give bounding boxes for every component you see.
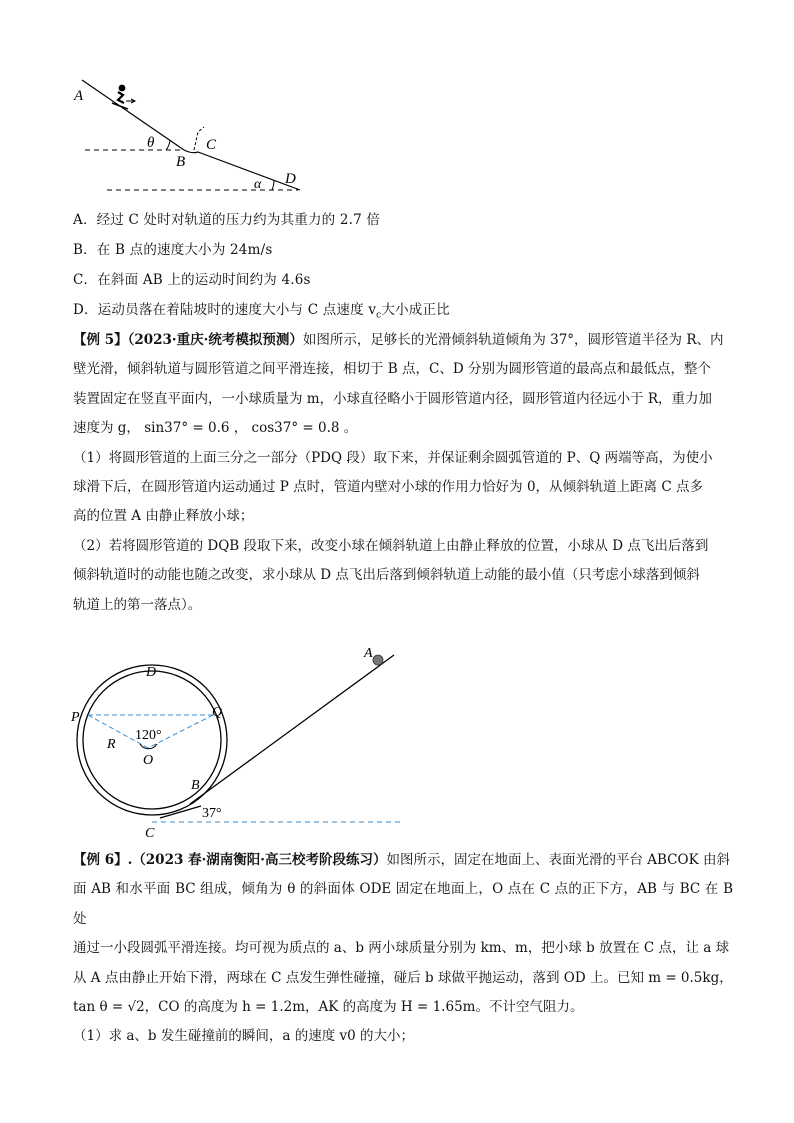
example6-line1 — [73, 846, 733, 875]
ball-a-icon — [373, 655, 383, 665]
example5-q1-line2: 球滑下后，在圆形管道内运动通过 P 点时，管道内壁对小球的作用力恰好为 0，从倾斜轨道上距离 C 点多 — [73, 479, 703, 496]
label-b: B — [176, 154, 186, 170]
figure-circular-pipe — [60, 640, 420, 840]
example5-q2-line3: 轨道上的第一落点）。 — [73, 596, 202, 613]
label-a2: A — [364, 646, 373, 661]
option-d-main: D．运动员落在着陆坡时的速度大小与 C 点速度 v — [73, 302, 377, 318]
label-d: D — [285, 171, 296, 187]
label-angle: 120° — [135, 728, 162, 743]
example6-line3: 通过一小段圆弧平滑连接。均可视为质点的 a、b 两小球质量分别为 km、m，把小球 b 放置在 C 点，让 a 球 — [73, 940, 730, 957]
example5-line3: 装置固定在竖直平面内，一小球质量为 m，小球直径略小于圆形管道内径，圆形管道内径远小于 R，重力加 — [73, 390, 713, 407]
example5-line2: 壁光滑，倾斜轨道与圆形管道之间平滑连接，相切于 B 点，C、D 分别为圆形管道的最高点和最低点，整个 — [73, 361, 711, 378]
label-b2: B — [191, 778, 200, 793]
label-theta: θ — [147, 135, 155, 151]
option-d-sub: c — [376, 310, 382, 321]
label-alpha: α — [254, 177, 262, 192]
label-r: R — [107, 737, 116, 752]
label-o: O — [143, 753, 154, 768]
example5-q2-line1: （2）若将圆形管道的 DQB 段取下来，改变小球在倾斜轨道上由静止释放的位置，小球从 D 点飞出后落到 — [73, 537, 709, 554]
example5-q1-line1: （1）将圆形管道的上面三分之一部分（PDQ 段）取下来，并保证剩余圆弧管道的 P、Q 两端等高，为使小 — [73, 449, 713, 466]
label-q: Q — [212, 705, 223, 720]
example6-q1: （1）求 a、b 发生碰撞前的瞬间，a 的速度 v0 的大小； — [73, 1028, 414, 1045]
label-a: A — [74, 88, 84, 104]
example5-q2-line2: 倾斜轨道时的动能也随之改变，求小球从 D 点飞出后落到倾斜轨道上动能的最小值（只考虑小球落到倾斜 — [73, 567, 700, 584]
example5-line4: 速度为 g， sin37° = 0.6 ， cos37° = 0.8 。 — [73, 420, 358, 437]
example5-text — [73, 326, 733, 620]
example6-line5: tan θ = √2，CO 的高度为 h = 1.2m，AK 的高度为 H = 1.65m。不计空气阻力。 — [73, 999, 584, 1016]
example5-q1-line3: 高的位置 A 由静止释放小球； — [73, 508, 254, 525]
figure-ski-slope — [60, 70, 320, 195]
takeoff-arc — [184, 150, 198, 153]
example6-line4: 从 A 点由静止开始下滑，两球在 C 点发生弹性碰撞，碰后 b 球做平抛运动，落到 OD 上。已知 m = 0.5kg， — [73, 969, 733, 986]
example6-tag: 【例 6】.（2023 春·湖南衡阳·高三校考阶段练习） — [73, 852, 387, 868]
example5-line1 — [73, 326, 733, 355]
alpha-arc — [272, 180, 274, 190]
label-c: C — [206, 137, 217, 153]
example6-body1: 如图所示，固定在地面上、表面光滑的平台 ABCOK 由斜 — [386, 852, 730, 868]
option-d[interactable] — [73, 298, 450, 321]
example5-tag: 【例 5】（2023·重庆·统考模拟预测） — [73, 332, 303, 348]
option-b[interactable]: B．在 B 点的速度大小为 24m/s — [73, 242, 273, 258]
theta-arc — [166, 140, 170, 150]
example6-line2: 面 AB 和水平面 BC 组成，倾角为 θ 的斜面体 ODE 固定在地面上，O 点在 C 点的正下方，AB 与 BC 在 B 处 — [73, 881, 733, 927]
option-c[interactable]: C．在斜面 AB 上的运动时间约为 4.6s — [73, 272, 311, 288]
slope-ab — [82, 80, 184, 150]
example6-text — [73, 846, 733, 1052]
label-p: P — [71, 710, 80, 725]
label-c2: C — [145, 826, 155, 840]
option-d-end: 大小成正比 — [381, 302, 450, 318]
label-37: 37° — [202, 806, 222, 821]
dashed-arc-c — [194, 127, 204, 150]
skier-icon — [112, 85, 135, 109]
option-a[interactable]: A．经过 C 处时对轨道的压力约为其重力的 2.7 倍 — [73, 212, 381, 228]
example5-body1: 如图所示，足够长的光滑倾斜轨道倾角为 37°，圆形管道半径为 R、内 — [302, 332, 724, 348]
label-d2: D — [146, 665, 157, 680]
